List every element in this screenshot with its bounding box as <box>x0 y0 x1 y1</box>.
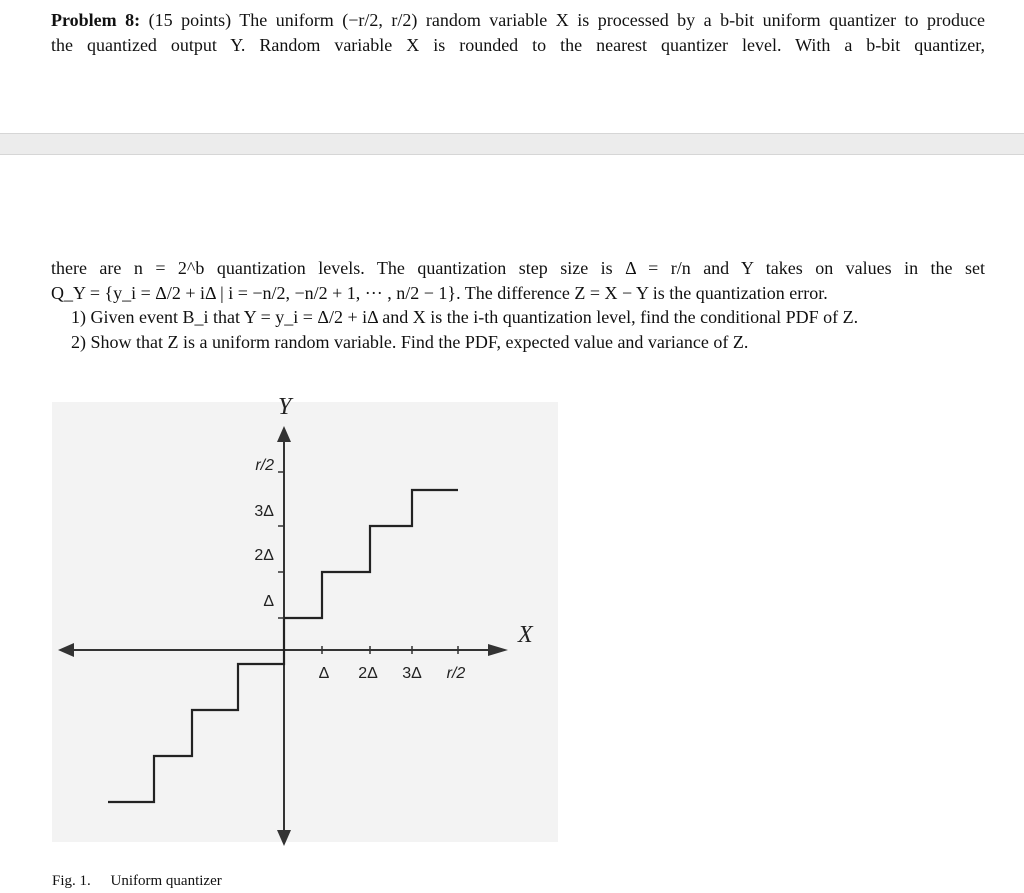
intro-line-1 <box>51 8 985 33</box>
x-tick-label-3delta: 3Δ <box>402 665 422 682</box>
question-2: 2) Show that Z is a uniform random variable. Find the PDF, expected value and variance of Z. <box>71 331 749 352</box>
x-tick-label-r2: r/2 <box>446 665 466 682</box>
figure-caption <box>52 872 222 890</box>
x-axis-label: X <box>518 622 533 648</box>
x-tick-label-delta: Δ <box>318 665 330 682</box>
y-axis-label: Y <box>278 394 292 420</box>
y-tick-label-3delta: 3Δ <box>254 503 274 520</box>
problem-body <box>51 256 985 354</box>
quantizer-figure <box>52 380 558 860</box>
question-1: 1) Given event B_i that Y = y_i = Δ/2 + iΔ and X is the i-th quantization level, find the conditional PDF of Z. <box>71 307 859 327</box>
y-tick-label-r2: r/2 <box>255 457 274 474</box>
figure-background <box>52 402 558 842</box>
page-separator <box>0 133 1024 155</box>
body-line-2: Q_Y = {y_i = Δ/2 + iΔ | i = −n/2, −n/2 + 1, ··· , n/2 − 1}. The difference Z = X − Y is the quantization error. <box>51 282 828 303</box>
problem-heading: Problem 8: <box>51 10 141 30</box>
caption-text: Uniform quantizer <box>110 873 222 889</box>
y-tick-label-delta: Δ <box>263 593 274 610</box>
problem-points: (15 points) <box>148 10 232 30</box>
body-line-1: there are n = 2^b quantization levels. The quantization step size is Δ = r/n and Y takes on values in the set <box>51 258 985 278</box>
caption-label: Fig. 1. <box>52 873 91 889</box>
x-tick-label-2delta: 2Δ <box>358 665 378 682</box>
intro-text-b: random variable X is processed by a b-bit uniform quantizer to produce <box>425 10 986 30</box>
y-tick-label-2delta: 2Δ <box>254 547 274 564</box>
intro-line-2: the quantized output Y. Random variable X is rounded to the nearest quantizer level. With a b-bit quantizer, <box>51 34 985 55</box>
interval: (−r/2, r/2) <box>342 10 418 30</box>
quantizer-plot <box>52 380 558 860</box>
problem-intro <box>51 8 985 57</box>
intro-text-a: The uniform <box>239 10 334 30</box>
